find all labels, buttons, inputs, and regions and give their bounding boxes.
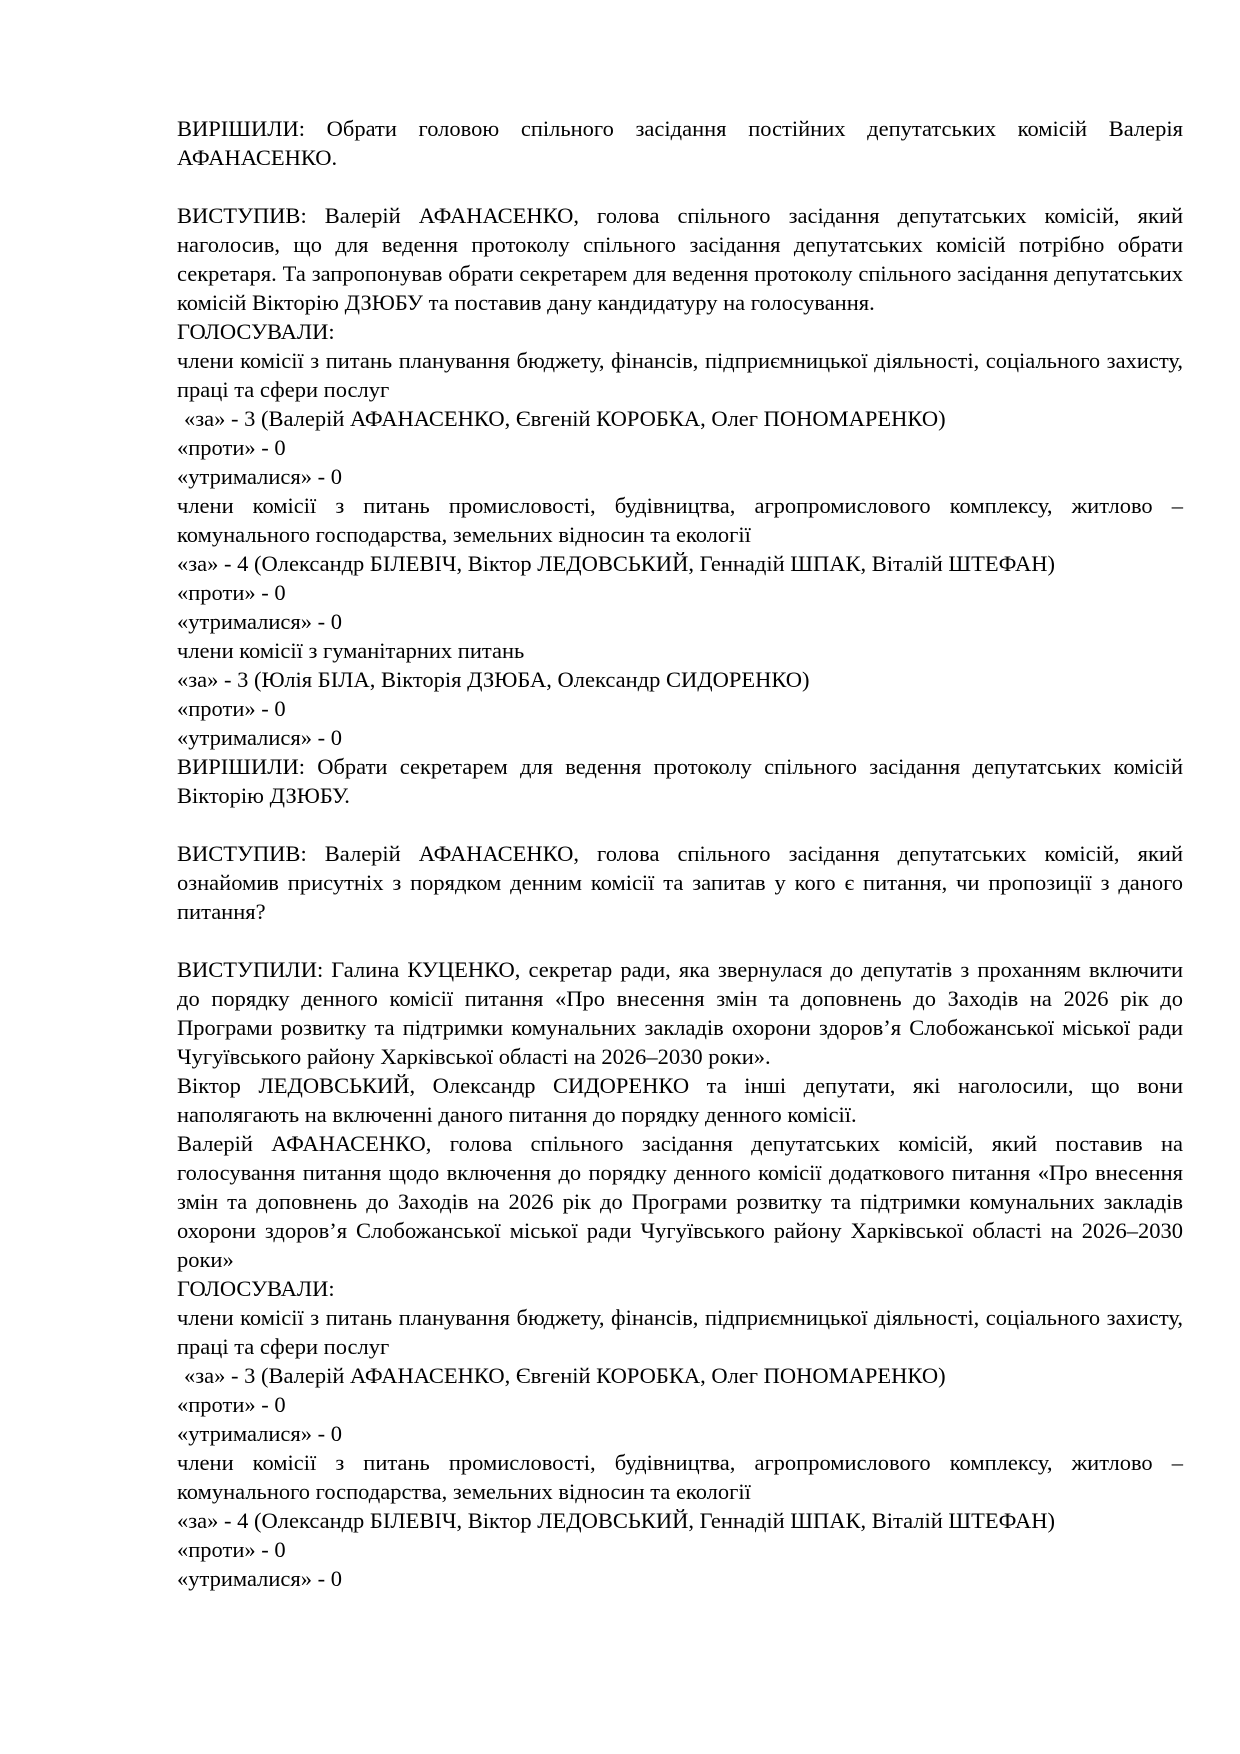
- commission-industry-title: члени комісії з питань промисловості, будівництва, агропромислового комплексу, житлово – комунального господарства, земельних відносин та екології: [177, 1450, 1183, 1504]
- paragraph-spacer: [177, 810, 1183, 839]
- commission-industry-title: члени комісії з питань промисловості, будівництва, агропромислового комплексу, житлово – комунального господарства, земельних відносин та екології: [177, 493, 1183, 547]
- decision-secretary-paragraph: ВИРІШИЛИ: Обрати секретарем для ведення протоколу спільного засідання депутатських комісій Вікторію ДЗЮБУ.: [177, 754, 1183, 808]
- vote-against-line: «проти» - 0: [177, 1537, 286, 1562]
- vote-for-line: «за» - 3 (Валерій АФАНАСЕНКО, Євгеній КОРОБКА, Олег ПОНОМАРЕНКО): [184, 406, 946, 431]
- vote-against-line: «проти» - 0: [177, 1392, 286, 1417]
- paragraph-spacer: [177, 172, 1183, 201]
- vote-for-line: «за» - 4 (Олександр БІЛЕВІЧ, Віктор ЛЕДОВСЬКИЙ, Геннадій ШПАК, Віталій ШТЕФАН): [177, 1508, 1055, 1533]
- vote-against-line: «проти» - 0: [177, 580, 286, 605]
- speech-secretary-proposal-paragraph: ВИСТУПИВ: Валерій АФАНАСЕНКО, голова спільного засідання депутатських комісій, який наголосив, що для ведення протоколу спільного засідання депутатських комісій потрібно обрати секретаря. Та запропонував обрати секретарем для ведення протоколу спільного засідання депутатських комісій Вікторію ДЗЮБУ та поставив дану кандидатуру на голосування.: [177, 203, 1183, 315]
- vote-abstain-line: «утрималися» - 0: [177, 1421, 343, 1446]
- speech-vote-call-paragraph: Валерій АФАНАСЕНКО, голова спільного засідання депутатських комісій, який поставив на голосування питання щодо включення до порядку денного комісії додаткового питання «Про внесення змін та доповнень до Заходів на 2026 рік до Програми розвитку та підтримки комунальних закладів охорони здоров’я Слобожанської міської ради Чугуївського району Харківської області на 2026–2030 роки»: [177, 1131, 1183, 1272]
- vote-for-line: «за» - 3 (Юлія БІЛА, Вікторія ДЗЮБА, Олександр СИДОРЕНКО): [177, 667, 810, 692]
- commission-budget-title: члени комісії з питань планування бюджету, фінансів, підприємницької діяльності, соціального захисту, праці та сфери послуг: [177, 1305, 1183, 1359]
- commission-budget-title: члени комісії з питань планування бюджету, фінансів, підприємницької діяльності, соціального захисту, праці та сфери послуг: [177, 348, 1183, 402]
- decision-chair-paragraph: ВИРІШИЛИ: Обрати головою спільного засідання постійних депутатських комісій Валерія АФАНАСЕНКО.: [177, 116, 1183, 170]
- vote-heading: ГОЛОСУВАЛИ:: [177, 1276, 335, 1301]
- vote-block-2: [177, 1274, 1183, 1593]
- vote-heading: ГОЛОСУВАЛИ:: [177, 319, 335, 344]
- vote-abstain-line: «утрималися» - 0: [177, 725, 343, 750]
- speech-agenda-paragraph: ВИСТУПИВ: Валерій АФАНАСЕНКО, голова спільного засідання депутатських комісій, який ознайомив присутніх з порядком денним комісії та запитав у кого є питання, чи пропозиції з даного питання?: [177, 841, 1183, 924]
- vote-against-line: «проти» - 0: [177, 435, 286, 460]
- document-page: [177, 114, 1183, 1593]
- speech-deputies-paragraph: Віктор ЛЕДОВСЬКИЙ, Олександр СИДОРЕНКО та інші депутати, які наголосили, що вони наполягають на включенні даного питання до порядку денного комісії.: [177, 1073, 1183, 1127]
- commission-humanitarian-title: члени комісії з гуманітарних питань: [177, 638, 525, 663]
- speech-kutsenko-paragraph: ВИСТУПИЛИ: Галина КУЦЕНКО, секретар ради, яка звернулася до депутатів з проханням включити до порядку денного комісії питання «Про внесення змін та доповнень до Заходів на 2026 рік до Програми розвитку та підтримки комунальних закладів охорони здоров’я Слобожанської міської ради Чугуївського району Харківської області на 2026–2030 роки».: [177, 957, 1183, 1069]
- paragraph-spacer: [177, 926, 1183, 955]
- vote-block-1: [177, 317, 1183, 752]
- vote-abstain-line: «утрималися» - 0: [177, 1566, 343, 1591]
- vote-for-line: «за» - 4 (Олександр БІЛЕВІЧ, Віктор ЛЕДОВСЬКИЙ, Геннадій ШПАК, Віталій ШТЕФАН): [177, 551, 1055, 576]
- vote-for-line: «за» - 3 (Валерій АФАНАСЕНКО, Євгеній КОРОБКА, Олег ПОНОМАРЕНКО): [184, 1363, 946, 1388]
- vote-abstain-line: «утрималися» - 0: [177, 609, 343, 634]
- vote-abstain-line: «утрималися» - 0: [177, 464, 343, 489]
- vote-against-line: «проти» - 0: [177, 696, 286, 721]
